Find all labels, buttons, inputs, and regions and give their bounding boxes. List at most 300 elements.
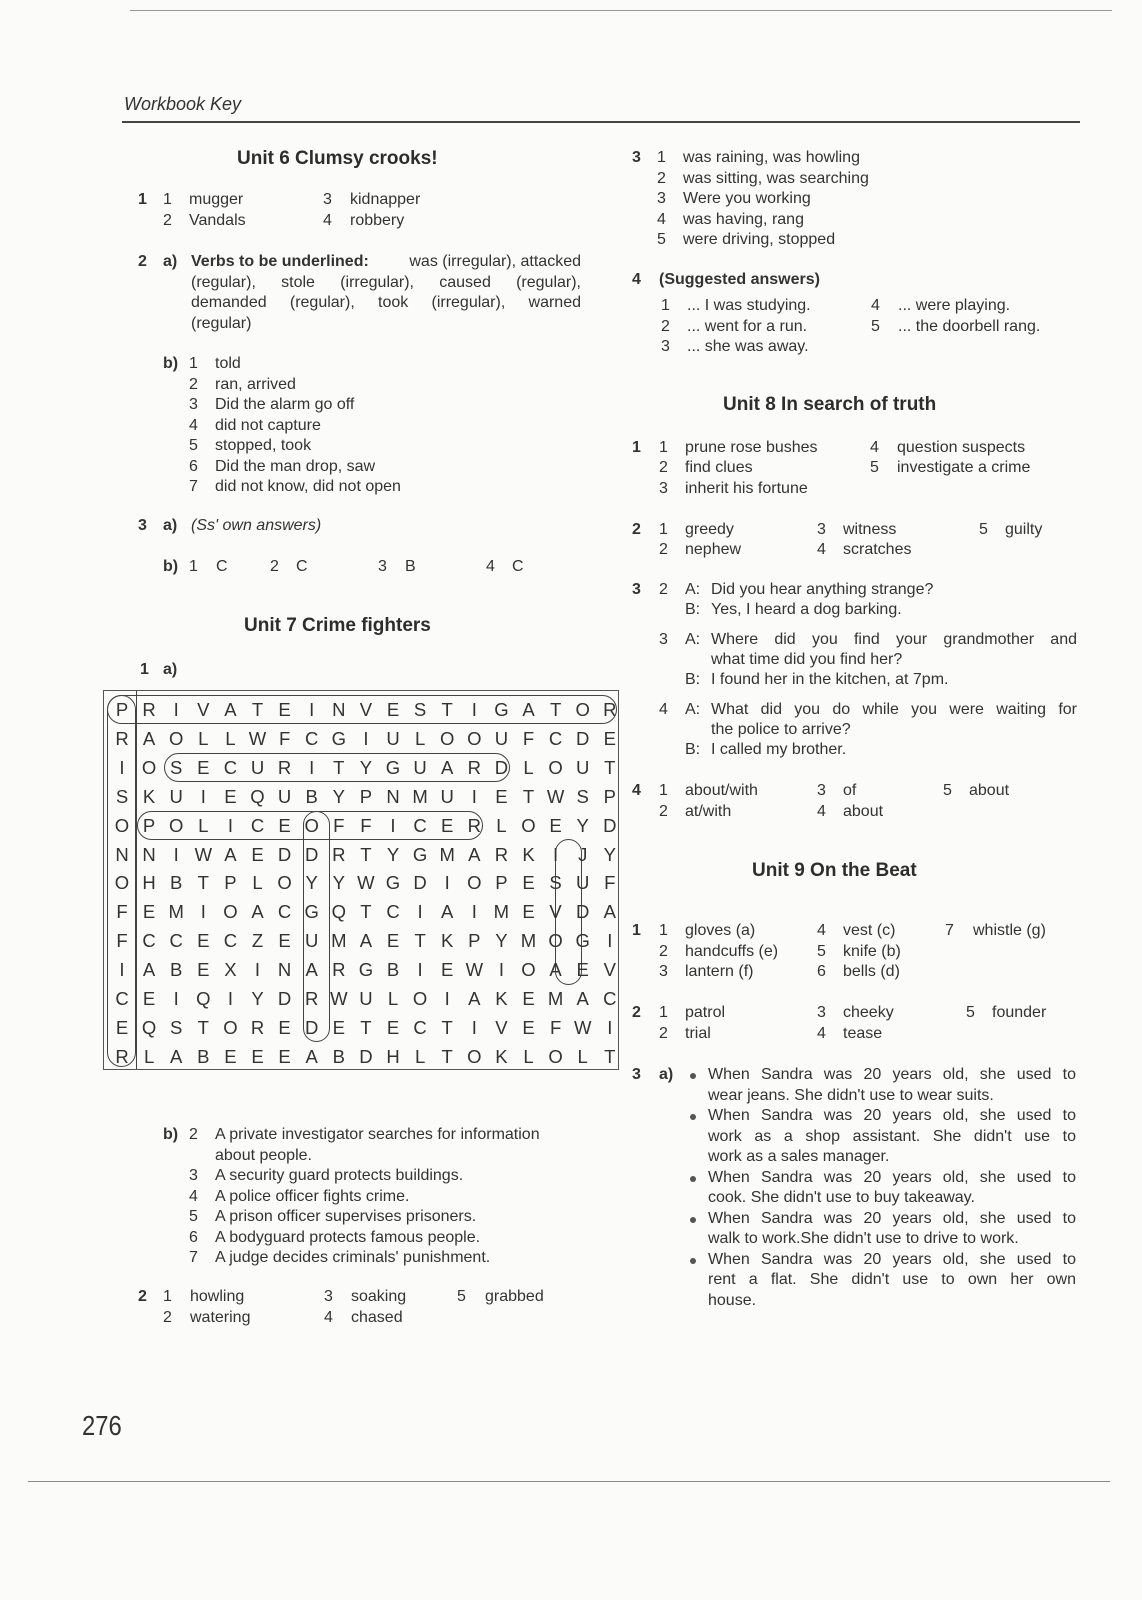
bullet-line xyxy=(690,1106,1076,1127)
grid-letter: O xyxy=(548,756,563,778)
grid-letter: S xyxy=(115,785,129,807)
item-number: 6 xyxy=(817,963,826,980)
answer: did not capture xyxy=(215,416,321,434)
grid-letter: I xyxy=(471,1016,477,1038)
item-number: 4 xyxy=(189,416,198,434)
unit7-title: Unit 7 Crime fighters xyxy=(244,615,431,636)
item-number: 3 xyxy=(817,1004,826,1021)
bullet-text: walk to work.She didn't use to drive to work. xyxy=(708,1230,1019,1247)
grid-letter: R xyxy=(115,727,129,749)
grid-letter: F xyxy=(278,727,291,749)
grid-letter: T xyxy=(197,1016,209,1038)
grid-letter: Y xyxy=(359,756,373,778)
grid-letter: Q xyxy=(141,1016,157,1038)
grid-letter: Q xyxy=(250,785,265,807)
answer: C xyxy=(296,558,308,575)
grid-letter: G xyxy=(412,843,428,865)
grid-letter: P xyxy=(115,699,129,720)
grid-letter: A xyxy=(224,699,237,720)
bullet-text: When Sandra was 20 years old, she used to xyxy=(708,1066,1076,1083)
speaker-label: B: xyxy=(685,601,701,618)
grid-letter: M xyxy=(168,901,184,923)
item-number: 2 xyxy=(661,318,670,335)
answer: trial xyxy=(685,1025,711,1042)
item-number: 4 xyxy=(324,1309,333,1326)
item-number: 7 xyxy=(189,478,198,495)
grid-letter: B xyxy=(170,959,183,981)
grid-letter: O xyxy=(223,901,238,923)
grid-letter: Y xyxy=(251,988,264,1009)
grid-letter: U xyxy=(277,785,292,807)
item-number: 3 xyxy=(189,396,198,413)
grid-letter: P xyxy=(603,785,616,807)
grid-letter: M xyxy=(412,785,428,807)
exercise-number: 1 xyxy=(632,922,641,939)
grid-letter: C xyxy=(142,930,156,952)
grid-letter: U xyxy=(413,756,427,778)
bullet-text: work as a shop assistant. She didn't use to xyxy=(708,1127,1076,1145)
grid-letter: C xyxy=(305,727,319,749)
grid-letter: T xyxy=(522,785,535,807)
answer: ... I was studying. xyxy=(687,297,811,314)
grid-letter: U xyxy=(576,756,590,778)
speaker-label: A: xyxy=(685,701,701,718)
grid-letter: A xyxy=(170,1045,183,1067)
grid-letter: K xyxy=(522,843,535,865)
grid-letter: F xyxy=(116,930,128,952)
grid-letter: I xyxy=(173,699,179,720)
bullet-line xyxy=(690,1209,1076,1230)
item-number: 6 xyxy=(189,457,198,475)
dialogue-line: What did you do while you were waiting for xyxy=(711,701,1077,718)
grid-letter: C xyxy=(115,988,129,1009)
grid-letter: S xyxy=(576,785,589,807)
grid-letter: O xyxy=(521,959,536,981)
grid-letter: V xyxy=(197,699,210,720)
grid-letter: C xyxy=(250,814,265,836)
bullet-icon xyxy=(690,1073,696,1079)
text-line: (regular) xyxy=(191,314,252,332)
grid-letter: O xyxy=(439,727,455,749)
answer: about/with xyxy=(685,782,758,799)
grid-letter: G xyxy=(494,699,509,720)
answer: at/with xyxy=(685,803,732,820)
item-number: 2 xyxy=(659,803,668,820)
grid-letter: X xyxy=(224,959,237,981)
grid-letter: T xyxy=(441,699,453,720)
item-number: 1 xyxy=(657,149,666,166)
grid-letter: M xyxy=(493,901,510,923)
answer: inherit his fortune xyxy=(685,480,808,497)
grid-letter: Y xyxy=(332,872,345,894)
grid-letter: M xyxy=(547,988,564,1009)
grid-letter: C xyxy=(548,727,563,749)
grid-letter: I xyxy=(498,959,504,981)
grid-letter: F xyxy=(604,872,616,894)
grid-letter: E xyxy=(224,785,237,807)
item-number: 2 xyxy=(270,558,279,575)
item-number: 1 xyxy=(659,439,668,456)
grid-letter: R xyxy=(305,988,319,1009)
grid-letter: B xyxy=(332,1045,345,1067)
answer: soaking xyxy=(351,1288,407,1305)
grid-letter: V xyxy=(495,1016,508,1038)
answer: was raining, was howling xyxy=(683,149,860,166)
answer: A police officer fights crime. xyxy=(215,1187,410,1205)
bullet-text: cook. She didn't use to buy takeaway. xyxy=(708,1189,975,1206)
item-number: 5 xyxy=(657,231,666,248)
grid-letter: D xyxy=(359,1045,373,1067)
grid-letter: W xyxy=(465,959,484,981)
exercise-number: 3 xyxy=(632,1066,641,1083)
answer: watering xyxy=(190,1309,251,1326)
grid-letter: T xyxy=(414,930,426,952)
item-number: 5 xyxy=(943,782,952,799)
grid-letter: E xyxy=(278,699,291,720)
grid-letter: U xyxy=(576,872,590,894)
grid-letter: W xyxy=(573,1016,592,1038)
grid-letter: I xyxy=(444,988,450,1009)
grid-letter: G xyxy=(575,930,590,952)
grid-letter: T xyxy=(333,756,345,778)
grid-letter: A xyxy=(522,699,535,720)
grid-letter: G xyxy=(385,756,401,778)
item-number: 1 xyxy=(659,922,668,939)
grid-letter: I xyxy=(471,785,477,807)
item-number: 4 xyxy=(323,212,332,229)
grid-letter: O xyxy=(168,814,184,836)
grid-letter: R xyxy=(467,814,481,836)
grid-letter: I xyxy=(309,756,315,778)
grid-letter: E xyxy=(251,843,264,865)
grid-letter: C xyxy=(386,901,400,923)
grid-letter: S xyxy=(413,699,427,720)
ex2b-list xyxy=(189,354,401,498)
item-number: 1 xyxy=(659,521,668,538)
grid-letter: I xyxy=(607,1016,613,1038)
grid-letter: Y xyxy=(495,930,508,952)
grid-letter: E xyxy=(576,959,589,981)
exercise-number: 2 xyxy=(138,1288,147,1305)
item-number: 1 xyxy=(189,355,198,372)
grid-letter: C xyxy=(413,814,427,836)
answer: founder xyxy=(992,1004,1047,1021)
grid-letter: A xyxy=(441,756,454,778)
grid-letter: F xyxy=(116,901,128,923)
bullet-text: rent a flat. She didn't use to own her own xyxy=(708,1271,1076,1288)
answer: ran, arrived xyxy=(215,375,296,393)
grid-letter: L xyxy=(414,727,426,749)
grid-letter: E xyxy=(278,1016,291,1038)
part-label: a) xyxy=(163,661,178,678)
grid-letter: U xyxy=(359,988,373,1009)
answer: chased xyxy=(351,1309,403,1326)
grid-letter: R xyxy=(467,756,481,778)
grid-letter: Z xyxy=(251,930,264,952)
answer: about people. xyxy=(215,1146,312,1164)
grid-letter: L xyxy=(252,872,263,894)
grid-letter: O xyxy=(304,814,319,836)
grid-letter: N xyxy=(386,785,400,807)
bullet-line xyxy=(690,1168,1076,1189)
grid-letter: O xyxy=(168,727,184,749)
grid-letter: N xyxy=(277,959,292,981)
grid-letter: D xyxy=(576,901,590,923)
grid-letter: E xyxy=(142,988,156,1009)
bullet-icon xyxy=(690,1176,696,1182)
grid-letter: I xyxy=(471,901,477,923)
item-number: 4 xyxy=(870,439,879,456)
grid-letter: G xyxy=(358,959,374,981)
grid-letter: Y xyxy=(576,814,589,836)
answer: A private investigator searches for information xyxy=(215,1126,540,1143)
item-number: 1 xyxy=(661,297,670,314)
grid-letter: R xyxy=(494,843,509,865)
bullet-line xyxy=(690,1291,1076,1312)
grid-letter: T xyxy=(360,901,372,923)
grid-letter: I xyxy=(471,699,477,720)
bullet-icon xyxy=(690,1258,696,1264)
answer: patrol xyxy=(685,1004,726,1021)
bullet-line xyxy=(690,1086,1076,1107)
item-number: 2 xyxy=(189,1126,198,1143)
grid-letter: U xyxy=(494,727,509,749)
grid-letter: V xyxy=(603,959,616,981)
answer: B xyxy=(405,558,416,575)
bullet-line xyxy=(690,1065,1076,1086)
grid-letter: G xyxy=(385,872,401,894)
grid-letter: O xyxy=(114,872,130,894)
grid-letter: E xyxy=(142,901,156,923)
exercise-number: 2 xyxy=(138,253,147,270)
grid-letter: A xyxy=(142,959,156,981)
bullet-text: When Sandra was 20 years old, she used to xyxy=(708,1250,1076,1268)
item-number: 4 xyxy=(817,541,826,558)
grid-letter: K xyxy=(495,988,508,1009)
exercise-number: 4 xyxy=(632,271,641,288)
grid-letter: C xyxy=(277,901,292,923)
answer: was sitting, was searching xyxy=(683,169,869,187)
bullet-text: work as a sales manager. xyxy=(708,1148,890,1165)
answer: ... she was away. xyxy=(687,338,809,355)
item-number: 2 xyxy=(659,459,668,476)
grid-letter: T xyxy=(251,699,264,720)
grid-letter: I xyxy=(119,959,125,981)
grid-letter: J xyxy=(578,843,588,865)
bullet-text: When Sandra was 20 years old, she used to xyxy=(708,1107,1076,1124)
grid-letter: N xyxy=(142,843,156,865)
grid-letter: E xyxy=(115,1016,129,1038)
part-label: a) xyxy=(163,517,178,534)
grid-letter: P xyxy=(142,814,156,836)
part-label: a) xyxy=(163,253,178,270)
grid-letter: O xyxy=(223,1016,238,1038)
answer: grabbed xyxy=(485,1288,544,1305)
grid-letter: A xyxy=(305,1045,318,1067)
item-number: 2 xyxy=(659,541,668,558)
grid-letter: E xyxy=(224,1045,237,1067)
ex3-list xyxy=(657,148,869,251)
text-line: (regular), stole (irregular), caused (regular), xyxy=(191,273,581,291)
grid-letter: F xyxy=(549,1016,562,1038)
grid-letter: T xyxy=(360,843,372,865)
bullet-text: wear jeans. She didn't use to wear suits. xyxy=(708,1086,994,1104)
grid-letter: E xyxy=(251,1045,264,1067)
grid-letter: K xyxy=(142,785,156,807)
item-number: 5 xyxy=(979,521,988,538)
grid-letter: H xyxy=(386,1045,400,1067)
grid-letter: D xyxy=(277,843,292,865)
grid-letter: T xyxy=(441,1016,453,1038)
dialogue-line: Where did you find your grandmother and xyxy=(711,631,1077,648)
item-number: 5 xyxy=(457,1288,466,1305)
part-label: b) xyxy=(163,558,179,575)
grid-letter: F xyxy=(360,814,372,836)
answer: Vandals xyxy=(189,212,246,229)
grid-letter: M xyxy=(439,843,455,865)
item-number: 3 xyxy=(189,1167,198,1184)
item-number: 3 xyxy=(378,558,387,575)
answer: A judge decides criminals' punishment. xyxy=(215,1249,491,1266)
dialogue-line: the police to arrive? xyxy=(711,721,851,738)
grid-letter: Y xyxy=(305,872,318,894)
dialogue-line: I called my brother. xyxy=(711,741,847,758)
grid-letter: O xyxy=(548,1045,563,1067)
dialogue-line: Did you hear anything strange? xyxy=(711,581,934,598)
grid-letter: E xyxy=(603,727,616,749)
grid-letter: C xyxy=(223,930,238,952)
grid-letter: B xyxy=(197,1045,210,1067)
grid-letter: U xyxy=(305,930,319,952)
item-number: 2 xyxy=(189,375,198,393)
grid-letter: E xyxy=(197,756,210,778)
item-number: 3 xyxy=(324,1288,333,1305)
grid-letter: T xyxy=(441,1045,453,1067)
grid-letter: T xyxy=(604,756,616,778)
bullet-text: house. xyxy=(708,1291,757,1309)
grid-letter: E xyxy=(197,930,210,952)
part-label: b) xyxy=(163,355,179,372)
grid-letter: O xyxy=(277,872,292,894)
grid-letter: A xyxy=(468,988,481,1009)
grid-letter: W xyxy=(248,727,267,749)
grid-letter: M xyxy=(520,930,537,952)
grid-letter: O xyxy=(548,930,563,952)
grid-letter: E xyxy=(522,1016,535,1038)
item-number: 7 xyxy=(945,922,954,939)
grid-letter: B xyxy=(386,959,400,981)
answer: A prison officer supervises prisoners. xyxy=(215,1208,477,1225)
grid-letter: E xyxy=(495,785,508,807)
item-number: 3 xyxy=(659,480,668,497)
grid-letter: R xyxy=(115,1045,129,1067)
grid-letter: O xyxy=(467,727,482,749)
answer: witness xyxy=(843,521,897,538)
grid-letter: K xyxy=(495,1045,508,1067)
grid-letter: I xyxy=(119,756,125,778)
answer: C xyxy=(512,558,524,575)
grid-letter: L xyxy=(225,727,236,749)
answer: question suspects xyxy=(897,439,1026,456)
item-number: 4 xyxy=(657,210,666,228)
grid-letter: E xyxy=(386,1016,400,1038)
answer: (Ss' own answers) xyxy=(191,517,322,534)
grid-letter: R xyxy=(603,699,617,720)
exercise-number: 3 xyxy=(138,517,147,534)
answer: ... were playing. xyxy=(898,297,1011,314)
grid-letter: E xyxy=(278,930,291,952)
grid-letter: T xyxy=(360,1016,372,1038)
item-number: 4 xyxy=(817,803,826,820)
answer: greedy xyxy=(685,521,734,538)
item-number: 2 xyxy=(659,943,668,960)
grid-letter: L xyxy=(143,1045,155,1067)
answer: about xyxy=(969,782,1010,799)
grid-letter: L xyxy=(414,1045,426,1067)
running-header: Workbook Key xyxy=(124,94,242,114)
answer: investigate a crime xyxy=(897,459,1031,476)
grid-letter: A xyxy=(359,930,373,952)
item-number: 1 xyxy=(163,191,172,208)
grid-letter: O xyxy=(141,756,157,778)
grid-letter: E xyxy=(332,1016,345,1038)
grid-letter: D xyxy=(603,814,617,836)
grid-letter: T xyxy=(604,1045,616,1067)
grid-letter: E xyxy=(197,959,210,981)
grid-letter: I xyxy=(607,930,613,952)
item-number: 3 xyxy=(659,963,668,980)
grid-letter: D xyxy=(413,872,427,894)
bullet-icon xyxy=(690,1114,696,1120)
ex1b-list xyxy=(189,1125,540,1269)
item-number: 2 xyxy=(659,1025,668,1042)
answer: knife (b) xyxy=(843,943,901,960)
grid-letter: W xyxy=(330,988,348,1009)
grid-letter: I xyxy=(309,699,315,720)
grid-letter: E xyxy=(278,814,291,836)
grid-letter: S xyxy=(170,1016,183,1038)
answer: kidnapper xyxy=(350,191,421,208)
grid-letter: N xyxy=(115,843,129,865)
grid-letter: H xyxy=(142,872,156,894)
grid-letter: R xyxy=(250,1016,265,1038)
grid-letter: Q xyxy=(331,901,346,923)
bullet-text: When Sandra was 20 years old, she used to xyxy=(708,1209,1076,1227)
grid-letter: Y xyxy=(603,843,616,865)
grid-letter: W xyxy=(194,843,213,865)
exercise-number: 4 xyxy=(632,782,641,799)
grid-letter: B xyxy=(305,785,318,807)
grid-letter: I xyxy=(227,988,233,1009)
answer: whistle (g) xyxy=(973,922,1046,939)
grid-letter: M xyxy=(331,930,347,952)
item-number: 2 xyxy=(163,212,172,229)
grid-letter: E xyxy=(522,901,535,923)
text-line: demanded (regular), took (irregular), warned xyxy=(191,294,581,311)
grid-letter: L xyxy=(577,1045,588,1067)
answer: bells (d) xyxy=(843,963,900,980)
item-number: 3 xyxy=(659,631,668,648)
exercise-number: 2 xyxy=(632,1004,641,1021)
grid-letter: A xyxy=(576,988,589,1009)
grid-letter: V xyxy=(359,699,373,720)
item-number: 3 xyxy=(817,782,826,799)
grid-letter: I xyxy=(417,959,423,981)
grid-letter: I xyxy=(444,872,450,894)
grid-letter: K xyxy=(441,930,454,952)
answer: cheeky xyxy=(843,1004,894,1021)
grid-letter: S xyxy=(170,756,183,778)
